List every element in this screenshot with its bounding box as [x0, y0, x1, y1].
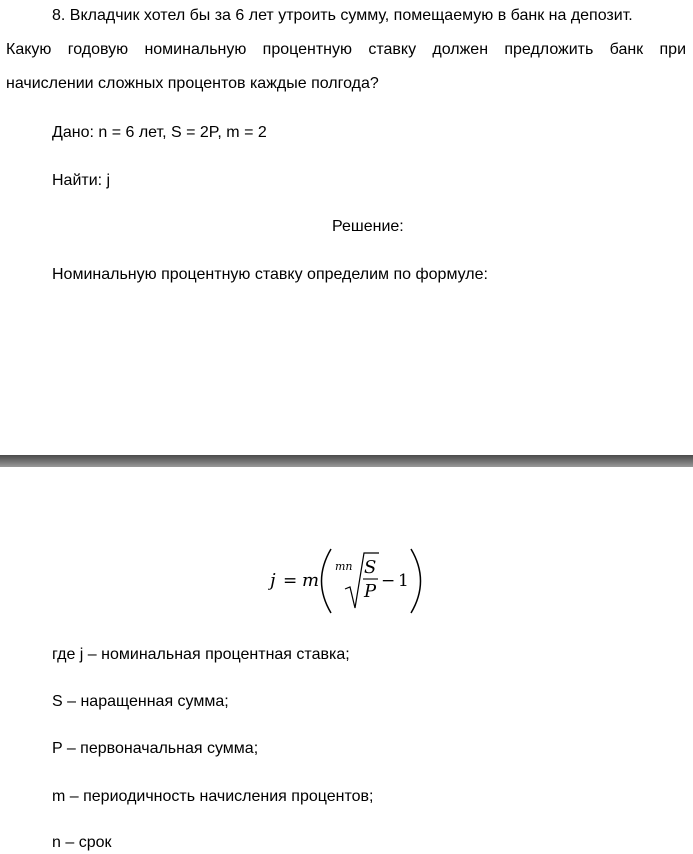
formula-right-paren [411, 549, 421, 613]
formula-j: j [270, 570, 276, 591]
find-line: Найти: j [52, 172, 111, 189]
formula-left-paren [322, 549, 332, 613]
formula-intro: Номинальную процентную ставку определим по формуле: [52, 266, 488, 283]
problem-line-2: Какую годовую номинальную процентную ставку должен предложить банк при [6, 41, 686, 58]
formula-denominator: P [364, 581, 377, 602]
definition-j: где j – номинальная процентная ставка; [52, 646, 350, 663]
formula-numerator: S [364, 557, 377, 578]
formula-minus: − [381, 571, 396, 591]
definition-s: S – наращенная сумма; [52, 693, 229, 710]
problem-line-3: начислении сложных процентов каждые полгода? [6, 75, 379, 92]
problem-line-1: 8. Вкладчик хотел бы за 6 лет утроить сумму, помещаемую в банк на депозит. [52, 7, 633, 24]
definition-m: m – периодичность начисления процентов; [52, 788, 374, 805]
formula-equals: = [283, 571, 298, 591]
given-line: Дано: n = 6 лет, S = 2P, m = 2 [52, 124, 267, 141]
formula-root-index: mn [335, 560, 353, 573]
nominal-rate-formula [268, 545, 428, 617]
definition-n: n – срок [52, 834, 112, 851]
formula-one: 1 [398, 571, 409, 591]
formula-m: m [302, 570, 320, 591]
page-break-divider [0, 455, 693, 467]
solution-heading: Решение: [332, 218, 404, 235]
definition-p: P – первоначальная сумма; [52, 740, 259, 757]
